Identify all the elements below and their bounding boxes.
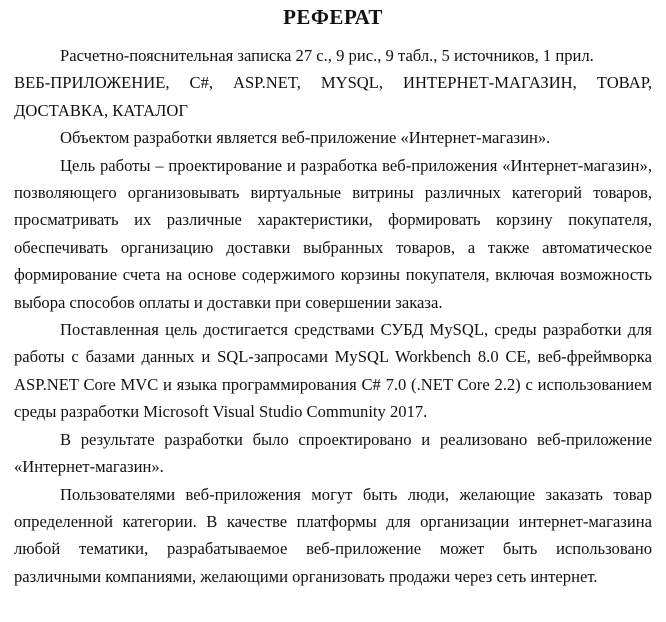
keyword: MYSQL, <box>320 73 384 93</box>
paragraph-users: Пользователями веб-приложения могут быть люди, желающие заказать товар определенной категории. В качестве платформы для организации интернет-магазина любой тематики, разрабатываемое веб-приложение может быть использовано различными компаниями, желающими организовать продажи через сеть интернет. <box>14 484 652 586</box>
paragraph-tools: Поставленная цель достигается средствами СУБД MySQL, среды разработки для работы с базами данных и SQL-запросами MySQL Workbench 8.0 CE, веб-фреймворка ASP.NET Core MVC и языка программирования C# 7.0 (.NET Core 2.2) с использованием среды разработки Microsoft Visual Studio Community 2017. <box>14 320 652 422</box>
keywords-block <box>14 69 652 124</box>
keyword: ASP.NET, <box>232 73 301 93</box>
keywords-line-2: ДОСТАВКА, КАТАЛОГ <box>14 100 188 120</box>
keyword: C#, <box>189 73 214 93</box>
keywords-line-1 <box>14 69 652 96</box>
paragraph-result: В результате разработки было спроектировано и реализовано веб-приложение «Интернет-магазин». <box>14 429 652 477</box>
keyword: ТОВАР, <box>596 73 652 93</box>
document-page <box>14 2 652 590</box>
page-title: РЕФЕРАТ <box>283 5 383 29</box>
paragraph-object: Объектом разработки является веб-приложение «Интернет-магазин». <box>60 128 551 148</box>
paragraph-goal: Цель работы – проектирование и разработка веб-приложения «Интернет-магазин», позволяющего организовывать виртуальные витрины различных категорий товаров, просматривать их различные характеристики, формировать корзину покупателя, обеспечивать организацию доставки выбранных товаров, а также автоматическое формирование счета на основе содержимого корзины покупателя, включая возможность выбора способов оплаты и доставки при совершении заказа. <box>14 155 652 312</box>
summary-line: Расчетно-пояснительная записка 27 с., 9 рис., 9 табл., 5 источников, 1 прил. <box>60 46 594 65</box>
keyword: ВЕБ-ПРИЛОЖЕНИЕ, <box>14 73 170 93</box>
keyword: ИНТЕРНЕТ-МАГАЗИН, <box>403 73 577 93</box>
